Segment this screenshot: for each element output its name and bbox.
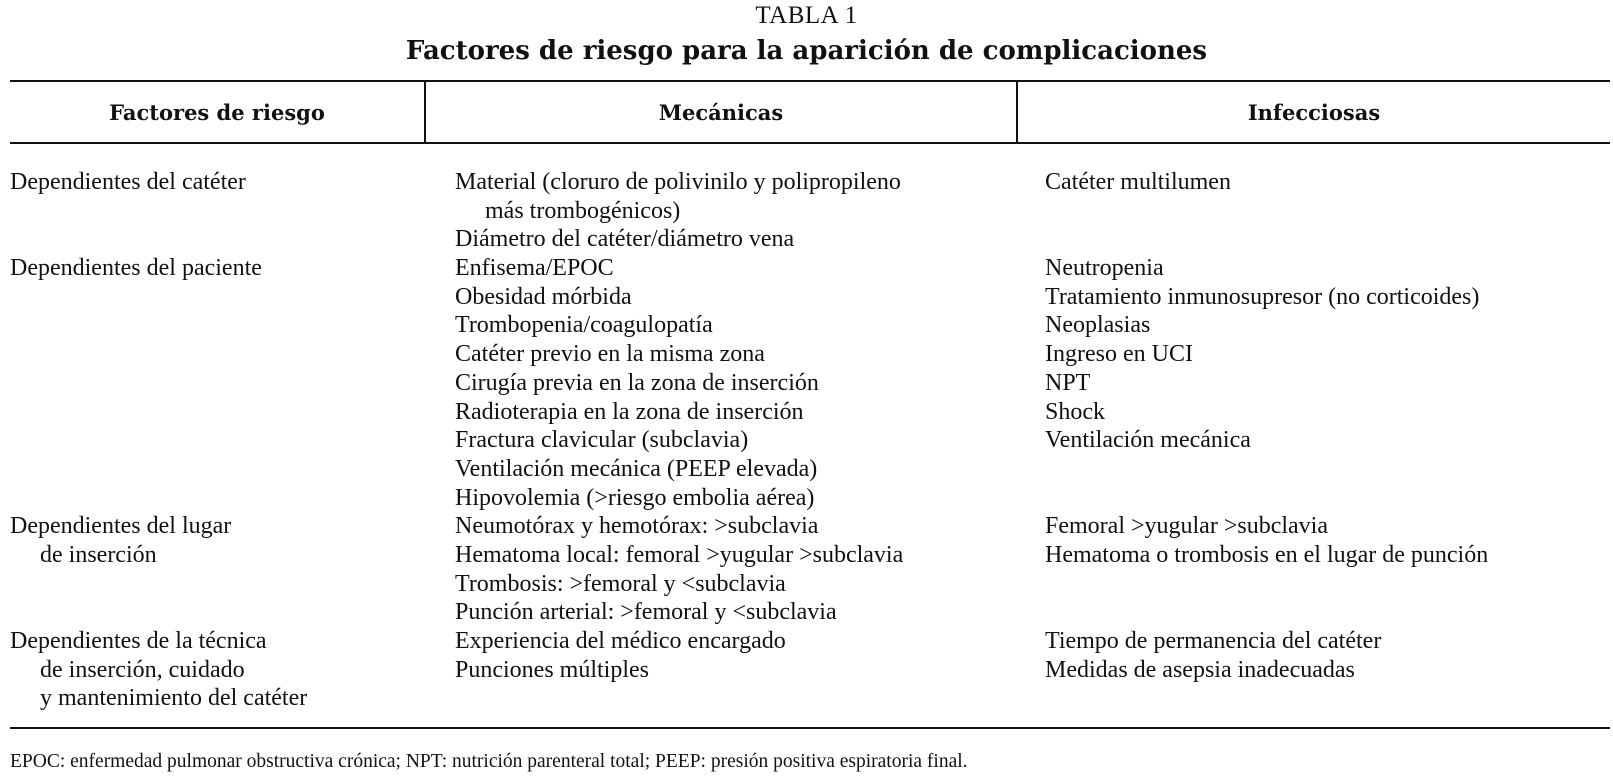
mechanical-item: Obesidad mórbida (455, 283, 632, 310)
infectious-item: Hematoma o trombosis en el lugar de punción (1045, 541, 1489, 568)
mechanical-item: Radioterapia en la zona de inserción (455, 398, 804, 425)
column-infectious (1045, 168, 1488, 713)
infectious-item: Medidas de asepsia inadecuadas (1045, 656, 1355, 683)
infectious-item (1045, 225, 1488, 254)
risk-factor-label: de inserción (40, 541, 157, 568)
table-number: TABLA 1 (755, 2, 858, 29)
risk-factor-label (10, 598, 307, 627)
infectious-item: Femoral >yugular >subclavia (1045, 513, 1328, 540)
mechanical-item: Experiencia del médico encargado (455, 628, 786, 654)
infectious-item (1045, 197, 1488, 226)
risk-factor-label: y mantenimiento del catéter (40, 685, 308, 712)
bottom-rule (10, 727, 1610, 729)
risk-factor-label (10, 484, 307, 513)
mechanical-item: Cirugía previa en la zona de inserción (455, 369, 819, 396)
infectious-item (1045, 455, 1488, 484)
risk-factor-label (10, 311, 307, 340)
infectious-item (1045, 570, 1488, 599)
table-title: Factores de riesgo para la aparición de complicaciones (405, 36, 1208, 66)
infectious-item: Neoplasias (1045, 312, 1151, 339)
mechanical-item: Catéter previo en la misma zona (455, 341, 765, 368)
risk-factor-label (10, 197, 307, 226)
infectious-item (1045, 598, 1488, 627)
risk-factor-label: Dependientes de la técnica (10, 628, 267, 654)
mechanical-item: Enfisema/EPOC (455, 255, 614, 282)
mechanical-item: Hematoma local: femoral >yugular >subclavia (455, 541, 904, 568)
table-footnote: EPOC: enfermedad pulmonar obstructiva crónica; NPT: nutrición parenteral total; PEEP: presión positiva espiratoria final. (10, 751, 968, 772)
infectious-item: Tratamiento inmunosupresor (no corticoides) (1045, 283, 1480, 310)
risk-factor-label (10, 340, 307, 369)
mechanical-item: Punción arterial: >femoral y <subclavia (455, 599, 837, 626)
risk-factor-label: de inserción, cuidado (40, 656, 245, 683)
mechanical-item: Trombopenia/coagulopatía (455, 312, 713, 339)
risk-factor-label (10, 455, 307, 484)
infectious-item: Shock (1045, 398, 1105, 425)
infectious-item (1045, 684, 1488, 713)
header-infectious: Infecciosas (1247, 100, 1381, 125)
infectious-item (1045, 484, 1488, 513)
risk-factor-label (10, 426, 307, 455)
infectious-item: Ingreso en UCI (1045, 341, 1193, 368)
risk-factor-label (10, 369, 307, 398)
risk-factor-label: Dependientes del catéter (10, 169, 246, 195)
infectious-item: Neutropenia (1045, 255, 1164, 282)
column-risk-factors (10, 168, 307, 713)
infectious-item: Catéter multilumen (1045, 169, 1231, 195)
risk-factor-label (10, 283, 307, 312)
column-mechanical (455, 168, 903, 713)
mechanical-item: Fractura clavicular (subclavia) (455, 427, 749, 454)
risk-factor-label: Dependientes del paciente (10, 255, 262, 282)
infectious-item: NPT (1045, 369, 1091, 396)
mechanical-item: Neumotórax y hemotórax: >subclavia (455, 513, 819, 540)
infectious-item: Tiempo de permanencia del catéter (1045, 628, 1382, 654)
mechanical-item: más trombogénicos) (485, 197, 681, 224)
header-risk-factors: Factores de riesgo (109, 100, 325, 125)
mechanical-item: Diámetro del catéter/diámetro vena (455, 226, 795, 253)
header-mechanical: Mecánicas (658, 100, 784, 125)
infectious-item: Ventilación mecánica (1045, 427, 1251, 454)
risk-factor-label (10, 225, 307, 254)
mechanical-item: Trombosis: >femoral y <subclavia (455, 570, 786, 597)
mechanical-item: Hipovolemia (>riesgo embolia aérea) (455, 484, 815, 511)
mechanical-item: Ventilación mecánica (PEEP elevada) (455, 455, 818, 482)
risk-factor-label (10, 398, 307, 427)
mechanical-item: Punciones múltiples (455, 656, 649, 683)
mechanical-item: Material (cloruro de polivinilo y polipropileno (455, 169, 901, 195)
risk-factor-label: Dependientes del lugar (10, 513, 232, 540)
risk-factor-label (10, 570, 307, 599)
mechanical-item (455, 684, 903, 713)
